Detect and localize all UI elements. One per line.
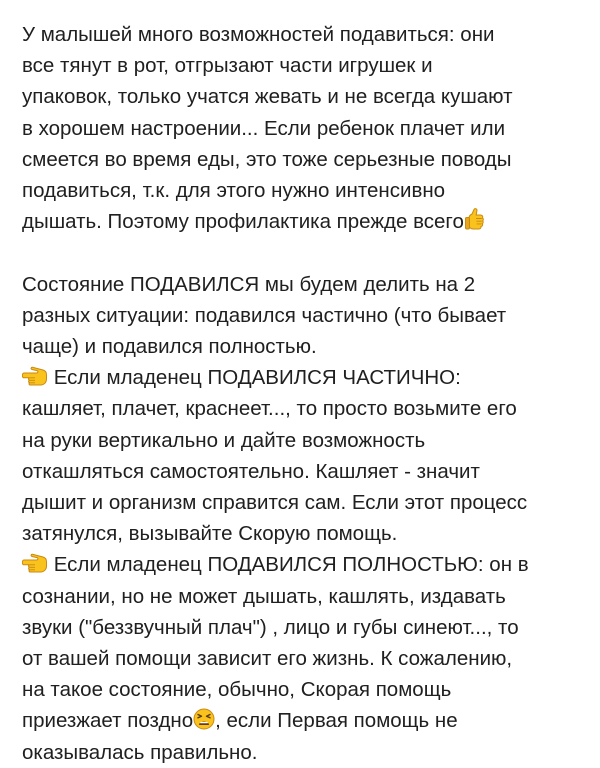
paragraph-gap	[22, 237, 588, 268]
text-line: на руки вертикально и дайте возможность	[22, 428, 426, 452]
paragraph-classification	[22, 269, 588, 363]
text-line: откашляться самостоятельно. Кашляет - значит	[22, 459, 480, 483]
text-line: все тянут в рот, отгрызают части игрушек и	[22, 54, 433, 78]
text-segment: , если Первая помощь не	[215, 709, 458, 733]
text-line: смеется во время еды, это тоже серьезные поводы	[22, 147, 512, 171]
text-line: затянулся, вызывайте Скорую помощь.	[22, 522, 398, 546]
text-segment: приезжает поздно	[22, 709, 194, 733]
text-line: подавиться, т.к. для этого нужно интенсивно	[22, 179, 446, 203]
text-line	[22, 206, 588, 237]
text-line: звуки ("беззвучный плач") , лицо и губы синеют..., то	[22, 615, 519, 639]
text-line: разных ситуации: подавился частично (что бывает	[22, 303, 507, 327]
post-text	[22, 19, 588, 768]
pointing-right-icon	[22, 365, 48, 387]
item-partial-choking	[22, 362, 588, 549]
text-line	[22, 705, 588, 736]
paragraph-prevention	[22, 19, 588, 237]
text-line: кашляет, плачет, краснеет..., то просто возьмите его	[22, 397, 517, 421]
text-line: на такое состояние, обычно, Скорая помощь	[22, 678, 452, 702]
text-line: Состояние ПОДАВИЛСЯ мы будем делить на 2	[22, 272, 476, 296]
text-line: чаще) и подавился полностью.	[22, 335, 317, 359]
text-line	[22, 362, 588, 393]
pointing-right-icon	[22, 552, 48, 574]
text-line	[22, 549, 588, 580]
text-segment: дышать. Поэтому профилактика прежде всего	[22, 210, 464, 234]
text-line: У малышей много возможностей подавиться: они	[22, 23, 495, 46]
text-line: от вашей помощи зависит его жизнь. К сожалению,	[22, 647, 513, 671]
thumbs-up-icon	[464, 207, 486, 231]
text-line: сознании, но не может дышать, кашлять, издавать	[22, 584, 506, 608]
tired-face-icon	[193, 708, 215, 730]
text-segment: Если младенец ПОДАВИЛСЯ ЧАСТИЧНО:	[53, 366, 461, 390]
text-segment: Если младенец ПОДАВИЛСЯ ПОЛНОСТЬЮ: он в	[53, 553, 529, 577]
text-line: в хорошем настроении... Если ребенок плачет или	[22, 116, 506, 140]
text-line: оказывалась правильно.	[22, 740, 258, 764]
item-full-choking	[22, 549, 588, 767]
text-line: упаковок, только учатся жевать и не всегда кушают	[22, 85, 513, 109]
text-line: дышит и организм справится сам. Если этот процесс	[22, 491, 528, 515]
